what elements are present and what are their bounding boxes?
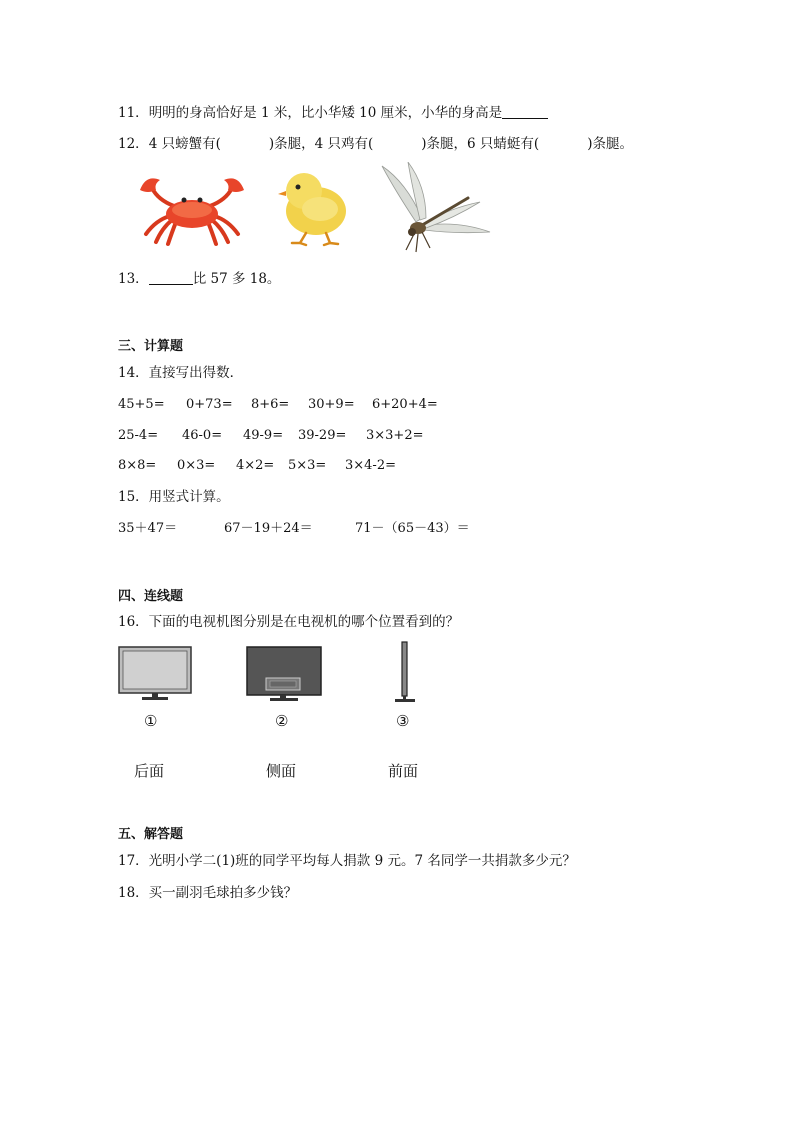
section-heading: 四、连线题 xyxy=(118,589,184,604)
vertical-calc-item: 67－19＋24＝ xyxy=(224,521,313,536)
equation: 3×4-2= xyxy=(345,458,396,473)
section-heading: 三、计算题 xyxy=(118,339,184,354)
question-text: )条腿，6 只蜻蜓有( xyxy=(421,136,540,152)
option-number: ① xyxy=(144,712,158,730)
question-number: 13． xyxy=(118,271,149,287)
tv-back-image xyxy=(246,646,322,702)
equation: 0×3= xyxy=(177,458,216,473)
question-12 xyxy=(118,135,633,153)
equation: 25-4= xyxy=(118,428,159,443)
answer-blank[interactable] xyxy=(502,106,548,119)
equation: 8+6= xyxy=(251,397,290,412)
option-number: ② xyxy=(275,712,289,730)
equation: 6+20+4= xyxy=(372,397,438,412)
equation: 30+9= xyxy=(308,397,355,412)
equation: 49-9= xyxy=(243,428,284,443)
question-text: 比 57 多 18。 xyxy=(192,271,281,287)
chick-image xyxy=(270,165,352,247)
question-number: 11． xyxy=(118,105,149,121)
question-text: )条腿。 xyxy=(587,136,633,152)
vertical-calc-item: 71－（65－43）＝ xyxy=(355,521,470,536)
equation: 0+73= xyxy=(186,397,233,412)
section-heading: 五、解答题 xyxy=(118,827,184,842)
equation: 3×3+2= xyxy=(366,428,424,443)
equation: 4×2= xyxy=(236,458,275,473)
question-16-title: 16．下面的电视机图分别是在电视机的哪个位置看到的？ xyxy=(118,614,460,630)
view-label-side[interactable]: 侧面 xyxy=(266,762,297,780)
question-13 xyxy=(118,270,280,288)
question-14-title: 14．直接写出得数． xyxy=(118,365,244,381)
equation: 46-0= xyxy=(182,428,223,443)
equation: 8×8= xyxy=(118,458,157,473)
question-text: )条腿，4 只鸡有( xyxy=(268,136,374,152)
question-15-title: 15．用竖式计算。 xyxy=(118,489,230,505)
dragonfly-image xyxy=(376,162,494,254)
tv-front-image xyxy=(118,646,192,702)
tv-side-image xyxy=(390,640,420,704)
option-number: ③ xyxy=(396,712,410,730)
equation: 5×3= xyxy=(288,458,327,473)
question-text: 4 只螃蟹有( xyxy=(148,136,221,152)
question-11 xyxy=(118,104,548,122)
question-number: 12． xyxy=(118,136,149,152)
equation: 45+5= xyxy=(118,397,165,412)
question-17: 17．光明小学二(1)班的同学平均每人捐款 9 元。7 名同学一共捐款多少元？ xyxy=(118,853,576,869)
view-label-back[interactable]: 后面 xyxy=(134,762,165,780)
vertical-calc-item: 35＋47＝ xyxy=(118,521,178,536)
question-18: 18．买一副羽毛球拍多少钱？ xyxy=(118,885,298,901)
answer-blank[interactable] xyxy=(149,272,193,285)
equation: 39-29= xyxy=(298,428,347,443)
crab-image xyxy=(132,170,252,248)
view-label-front[interactable]: 前面 xyxy=(388,762,419,780)
question-text: 明明的身高恰好是 1 米，比小华矮 10 厘米，小华的身高是 xyxy=(148,105,503,121)
